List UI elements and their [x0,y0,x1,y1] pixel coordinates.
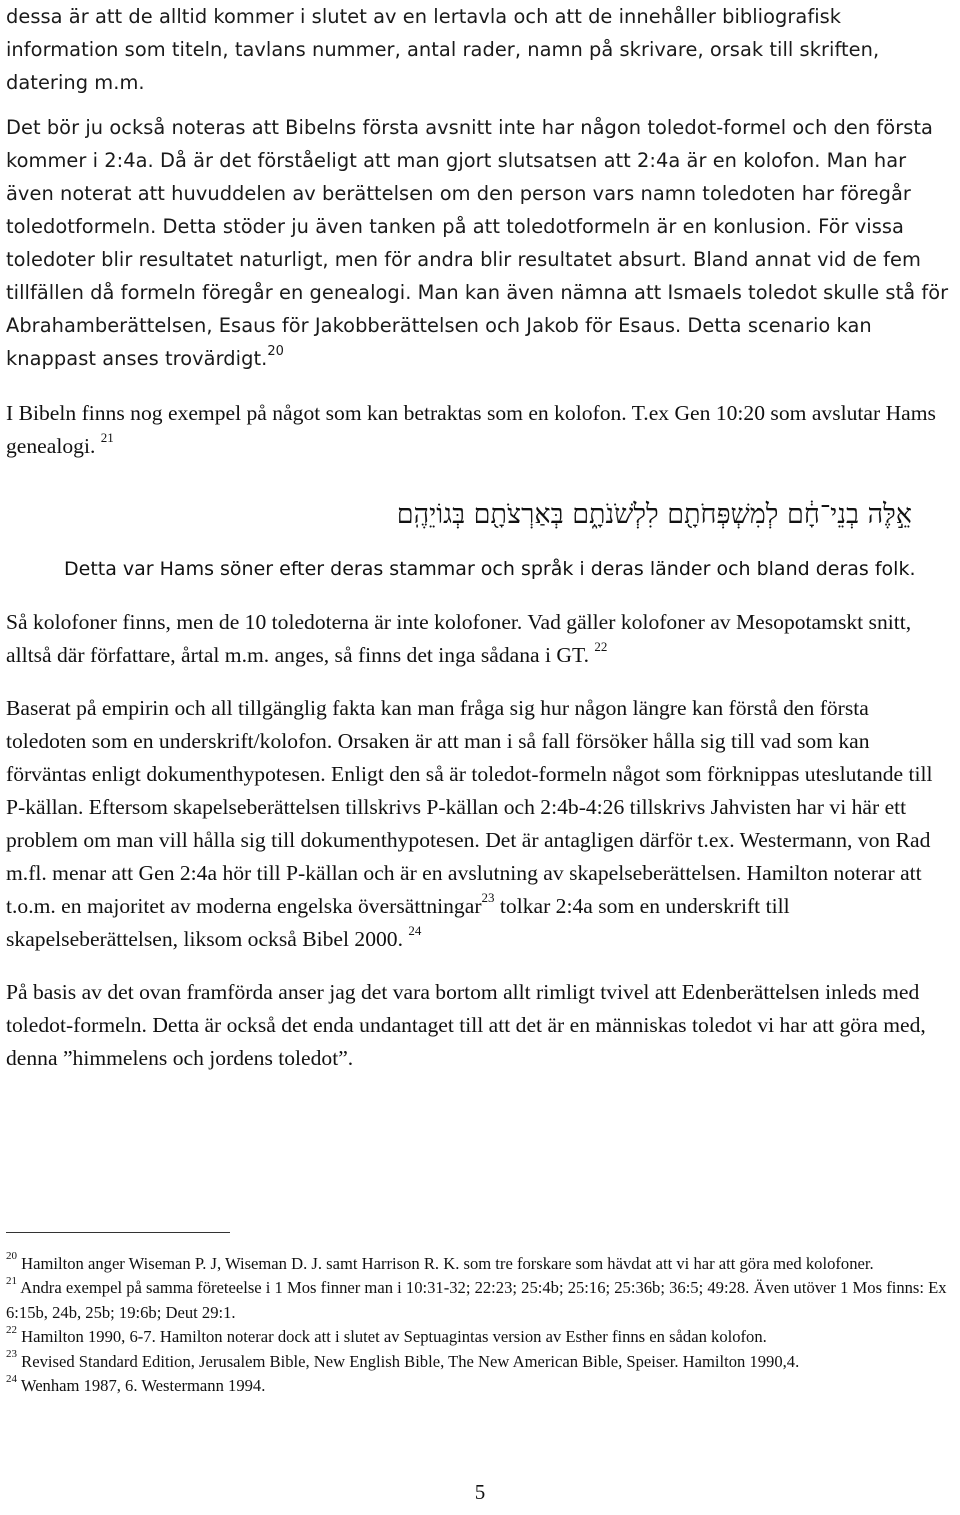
footnote-number: 22 [6,1323,17,1336]
paragraph-conclusion: På basis av det ovan framförda anser jag det vara bortom allt rimligt tvivel att Edenberättelsen inleds med toledot-formeln. Detta är också det enda undantaget till att det är en människas toledot vi har att göra med, denna ”himmelens och jordens toledot”. [6,980,926,1070]
footnote-number: 20 [6,1250,17,1263]
footnote [6,1276,954,1325]
paragraph-empirical-text-b: tolkar 2:4a som en underskrift till skapelseberättelsen, liksom också Bibel 2000. [6,894,790,951]
footnote [6,1252,954,1276]
footnote-ref-22[interactable]: 22 [594,638,608,654]
footnotes [6,1252,954,1398]
footnote-text: Andra exempel på samma företeelse i 1 Mos finner man i 10:31-32; 22:23; 25:4b; 25:16; 25:36b; 36:5; 49:28. Även utöver 1 Mos finns: Ex 6:15b, 24b, 25b; 19:6b; Deut 29:1. [6,1278,947,1322]
footnote [6,1374,954,1398]
footnote-number: 23 [6,1348,17,1361]
footnote-ref-20[interactable]: 20 [267,343,284,359]
intro-paragraph: dessa är att de alltid kommer i slutet av en lertavla och att de innehåller bibliografisk information som titeln, tavlans nummer, antal rader, namn på skrivare, orsak till skriften, datering m.m. [6,5,880,94]
paragraph-empirical [6,692,954,956]
footnote-separator [6,1232,230,1233]
footnote-text: Revised Standard Edition, Jerusalem Bible, New English Bible, The New American Bible, Speiser. Hamilton 1990,4. [21,1351,800,1371]
page-number: 5 [474,1480,486,1504]
footnote-text: Hamilton anger Wiseman P. J, Wiseman D. J. samt Harrison R. K. som tre forskare som hävdat att vi har att göra med kolofoner. [21,1254,874,1273]
paragraph-no-colophons [6,606,954,672]
hebrew-verse: אֵ֣לֶּה בְנֵי־חָ֔ם לְמִשְׁפְּחֹתָ֖ם לִלְשֹׁנֹתָ֑ם בְּאַרְצֹתָ֖ם בְּגוֹיֵהֶֽם [396,499,912,530]
footnote [6,1350,954,1374]
verse-translation: Detta var Hams söner efter deras stammar och språk i deras länder och bland deras folk. [64,558,916,580]
paragraph-no-colophons-text: Så kolofoner finns, men de 10 toledoterna är inte kolofoner. Vad gäller kolofoner av Mesopotamskt snitt, alltså där författare, årtal m.m. anges, så finns det inga sådana i GT. [6,610,912,667]
footnote-text: Wenham 1987, 6. Westermann 1994. [20,1376,266,1396]
footnote-ref-23[interactable]: 23 [481,889,495,905]
paragraph-toledot-text: Det bör ju också noteras att Bibelns första avsnitt inte har någon toledot-formel och den första kommer i 2:4a. Då är det förståeligt att man gjort slutsatsen att 2:4a är en kolofon. Man har även noterat att huvuddelen av berättelsen om den person vars namn toledoten har föregår toledotformeln. Detta stöder ju även tanken på att toledotformeln är en konlusion. För vissa toledoter blir resultatet naturligt, men för andra blir resultatet absurt. Bland annat vid de fem tillfällen då formeln föregår en genealogi. Man kan även nämna att Ismaels toledot skulle stå för Abrahamberättelsen, Esaus för Jakobberättelsen och Jakob för Esaus. Detta scenario kan knappast anses trovärdigt. [6,116,949,370]
paragraph-empirical-text-a: Baserat på empirin och all tillgänglig fakta kan man fråga sig hur någon längre kan förstå den första toledoten som en underskrift/kolofon. Orsaken är att man i så fall försöker hålla sig till vad som kan förväntas enligt dokumenthypotesen. Enligt den så är toledot-formeln något som förknippas uteslutande till P-källan. Eftersom skapelseberättelsen tillskrivs P-källan och 2:4b-4:26 tillskrivs Jahvisten har vi här ett problem om man vill hålla sig till dokumenthypotesen. Det är antagligen därför t.ex. Westermann, von Rad m.fl. menar att Gen 2:4a hör till P-källan och är en avslutning av skapelseberättelsen. Hamilton noterar att t.o.m. en majoritet av moderna engelska översättningar [6,696,933,918]
footnote-ref-21[interactable]: 21 [100,429,114,445]
footnote-number: 21 [6,1274,17,1287]
paragraph-colophon-example [6,397,954,463]
footnote [6,1325,954,1349]
page-body [6,0,954,1075]
paragraph-toledot-formula [6,111,954,375]
footnote-text: Hamilton 1990, 6-7. Hamilton noterar dock att i slutet av Septuagintas version av Esther finns en sådan kolofon. [21,1327,767,1347]
footnote-ref-24[interactable]: 24 [408,922,422,938]
paragraph-colophon-text: I Bibeln finns nog exempel på något som kan betraktas som en kolofon. T.ex Gen 10:20 som avslutar Hams genealogi. [6,401,936,458]
footnote-number: 24 [6,1372,17,1385]
